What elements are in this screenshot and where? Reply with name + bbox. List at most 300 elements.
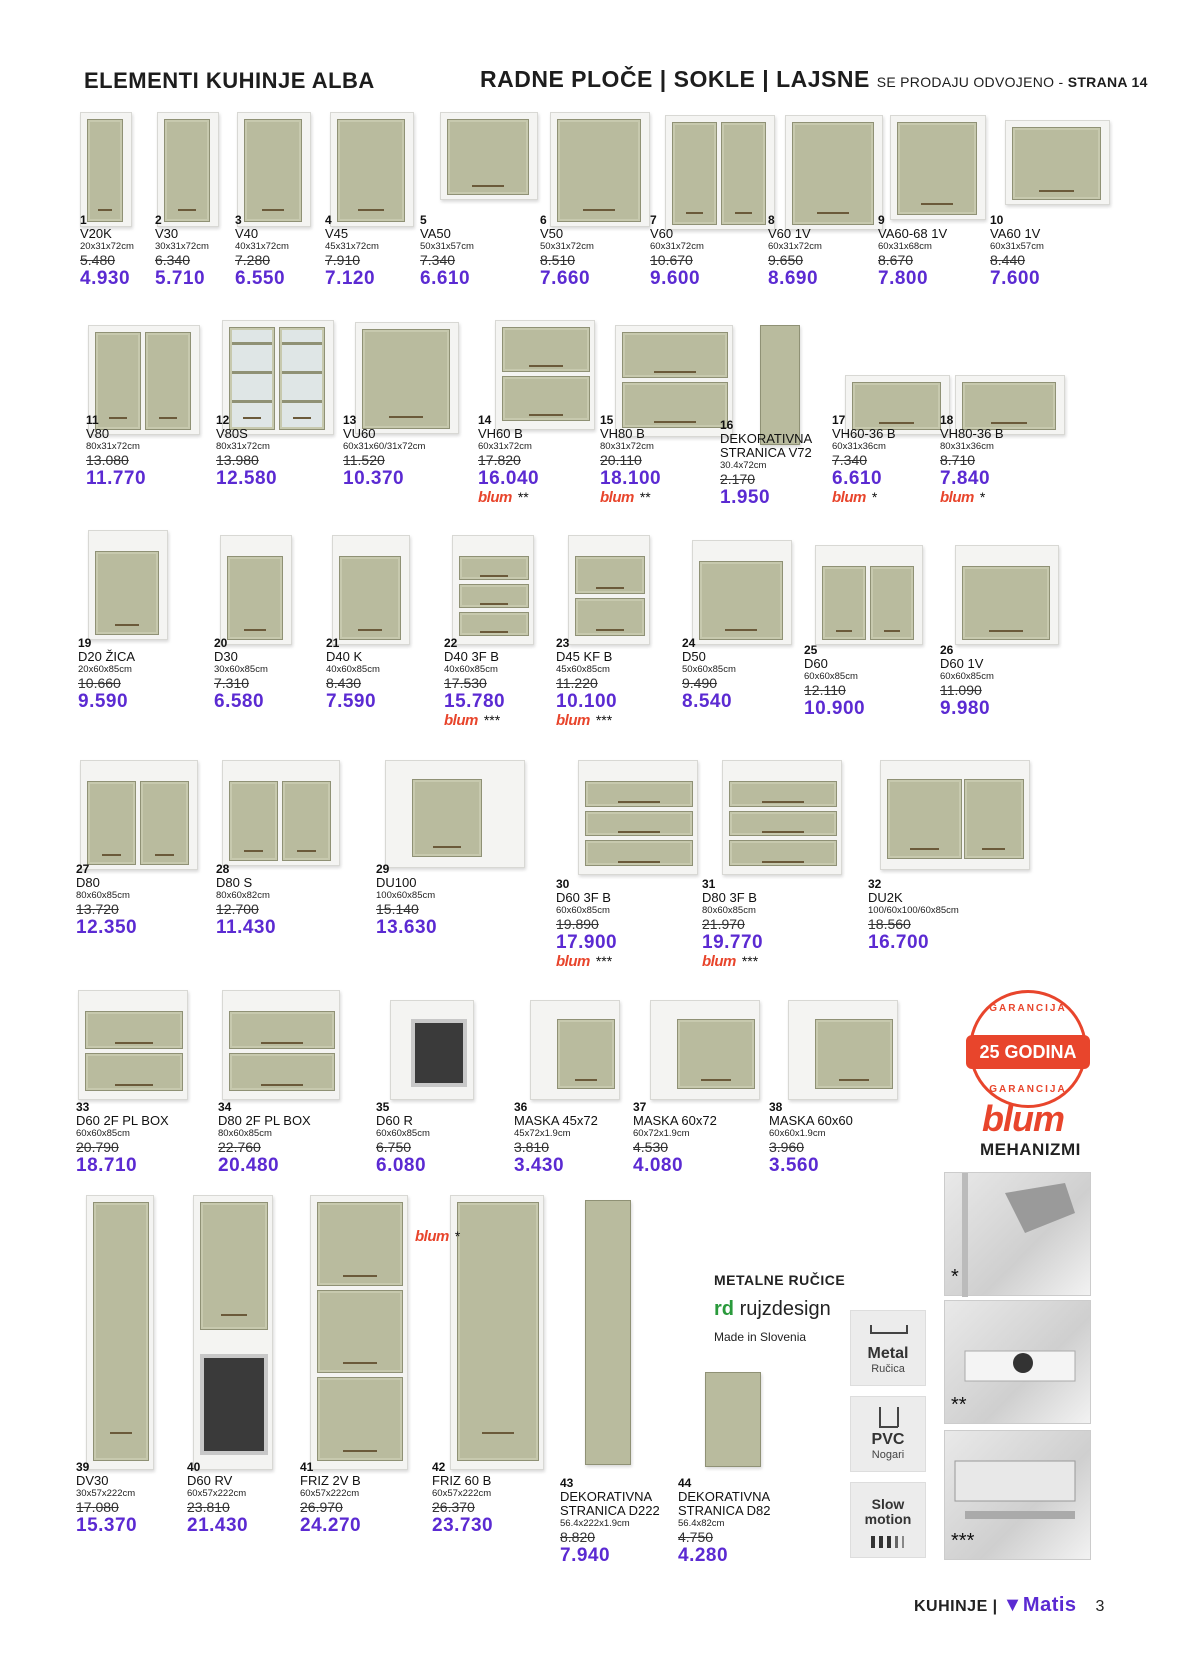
new-price: 18.100 [600,468,662,489]
product-image-32 [880,760,1030,870]
blum-stars: *** [595,712,613,728]
rujzdesign-logo [714,1298,831,1321]
product-29[interactable] [376,862,494,938]
door-front [557,119,641,222]
product-27[interactable] [76,862,194,938]
product-8[interactable] [768,213,886,289]
cabinet-body [722,760,842,875]
blum-badge [600,489,718,507]
product-18[interactable] [940,413,1058,507]
old-price: 8.820 [560,1529,596,1545]
product-number: 10 [990,213,1004,227]
old-price: 6.340 [155,252,191,268]
guarantee-top-text: GARANCIJA [989,1003,1067,1014]
product-dimensions: 80x60x85cm [218,1128,272,1139]
new-price: 10.900 [804,698,866,719]
guarantee-bottom-text: GARANCIJA [989,1084,1067,1095]
product-name: D60 3F B [556,890,611,905]
cabinet-body [578,760,698,875]
product-number: 39 [76,1460,90,1474]
new-price: 16.040 [478,468,540,489]
product-image-23 [568,535,650,645]
product-number: 22 [444,636,458,650]
new-price: 21.430 [187,1515,249,1536]
blum-logo-small: blum [556,953,590,970]
cabinet-body [220,535,292,645]
product-dimensions: 60x31x36cm [832,441,886,452]
product-32[interactable] [868,877,986,953]
product-name: VU60 [343,426,376,441]
product-17[interactable] [832,413,950,507]
page-number: 3 [1095,1598,1105,1615]
door-front [1012,127,1101,200]
product-name: D80 2F PL BOX [218,1113,311,1128]
product-name: D80 3F B [702,890,757,905]
product-number: 16 [720,418,734,432]
product-name: VA60-68 1V [878,226,948,241]
product-number: 37 [633,1100,647,1114]
product-dimensions: 40x31x72cm [235,241,289,252]
cabinet-body [222,990,340,1100]
new-price: 7.600 [990,268,1041,289]
leg-icon [874,1405,904,1431]
old-price: 9.650 [768,252,804,268]
slow-motion-icon [869,1535,909,1549]
blum-logo-small: blum [478,489,512,506]
drawer-front [729,781,837,807]
product-name: V80 [86,426,110,441]
old-price: 7.280 [235,252,271,268]
product-dimensions: 60x57x222cm [432,1488,492,1499]
door-front [95,551,159,635]
flap-front [502,327,590,372]
corner-front [887,779,962,859]
product-25[interactable] [804,643,922,719]
product-dimensions: 50x31x57cm [420,241,474,252]
product-number: 7 [650,213,657,227]
product-image-2 [157,112,219,227]
new-price: 4.080 [633,1155,684,1176]
product-14[interactable] [478,413,596,507]
product-23[interactable] [556,636,674,730]
product-number: 23 [556,636,570,650]
cabinet-body [88,530,168,640]
new-price: 9.980 [940,698,991,719]
cabinet-body [78,990,188,1100]
header-right [480,66,1148,93]
product-34[interactable] [218,1100,336,1176]
old-price: 17.080 [76,1499,119,1515]
product-image-19 [88,530,168,640]
product-10[interactable] [990,213,1108,289]
product-image-40 [193,1195,273,1470]
product-number: 8 [768,213,775,227]
product-number: 43 [560,1476,574,1490]
oven [411,1019,467,1087]
new-price: 24.270 [300,1515,362,1536]
guarantee-badge [969,990,1087,1108]
product-number: 18 [940,413,954,427]
door-front [93,1202,149,1461]
new-price: 9.590 [78,691,129,712]
product-image-4 [330,112,414,227]
product-number: 13 [343,413,357,427]
old-price: 20.110 [600,452,642,468]
blum-badge [556,953,674,971]
product-dimensions: 60x60x85cm [76,1128,130,1139]
product-name: FRIZ 2V B [300,1473,361,1488]
product-dimensions: 30x57x222cm [76,1488,136,1499]
old-price: 7.340 [420,252,456,268]
product-dimensions: 60x57x222cm [187,1488,247,1499]
product-name: V40 [235,226,259,241]
product-24[interactable] [682,636,800,712]
blum-logo-small: blum [940,489,974,506]
product-16[interactable] [720,418,845,508]
old-price: 11.220 [556,675,598,691]
old-price: 6.750 [376,1139,412,1155]
door-front [200,1202,268,1330]
product-dimensions: 80x31x72cm [600,441,654,452]
old-price: 15.140 [376,901,419,917]
product-name: D80 S [216,875,253,890]
cabinet-body [815,545,923,645]
product-number: 33 [76,1100,90,1114]
product-name: D30 [214,649,238,664]
product-name: V50 [540,226,564,241]
product-31[interactable] [702,877,820,971]
product-dimensions: 60x60x85cm [940,671,994,682]
door-front [317,1377,403,1461]
product-12[interactable] [216,413,334,489]
product-7[interactable] [650,213,768,289]
door-front [337,119,405,222]
drawer-front [585,840,693,866]
blum-stars: ** [639,489,651,505]
new-price: 11.770 [86,468,147,489]
mechanism-stars-2: ** [951,1394,967,1416]
product-image-43 [585,1200,631,1465]
blum-stars: *** [483,712,501,728]
product-dimensions: 80x31x36cm [940,441,994,452]
product-26[interactable] [940,643,1058,719]
product-38[interactable] [769,1100,887,1176]
product-name: D40 K [326,649,363,664]
door-front [339,556,401,640]
product-dimensions: 80x31x72cm [86,441,140,452]
product-number: 3 [235,213,242,227]
product-dimensions: 80x60x85cm [702,905,756,916]
old-price: 8.440 [990,252,1026,268]
old-price: 22.760 [218,1139,261,1155]
new-price: 4.930 [80,268,131,289]
matis-name: Matis [1022,1594,1077,1616]
product-number: 28 [216,862,230,876]
product-number: 38 [769,1100,783,1114]
product-number: 4 [325,213,332,227]
product-39[interactable] [76,1460,194,1536]
drawer-front [85,1053,183,1091]
cabinet-body [330,112,414,227]
cabinet-body [550,112,650,227]
product-name: D80 [76,875,100,890]
product-dimensions: 100/60x100/60x85cm [868,905,959,916]
product-name: V45 [325,226,349,241]
header-right-title: RADNE PLOČE | SOKLE | LAJSNE [480,66,870,92]
product-33[interactable] [76,1100,194,1176]
rujz-rd: rd [714,1298,734,1320]
new-price: 12.580 [216,468,278,489]
new-price: 7.590 [326,691,377,712]
product-name: D50 [682,649,706,664]
product-name: DU2K [868,890,903,905]
product-dimensions: 60x31x72cm [650,241,704,252]
product-image-27 [80,760,198,870]
product-image-1 [80,112,132,227]
door-front [822,566,866,640]
matis-icon: ▼ [1002,1594,1023,1616]
blum-stars: * [871,489,878,505]
mask-front [677,1019,755,1089]
product-image-42 [450,1195,544,1470]
new-price: 10.100 [556,691,618,712]
product-image-26 [955,545,1059,645]
product-number: 21 [326,636,340,650]
product-number: 31 [702,877,716,891]
product-dimensions: 60x60x85cm [376,1128,430,1139]
cabinet-body [1005,120,1110,205]
feature-pvc [850,1396,926,1472]
new-price: 7.800 [878,268,929,289]
product-43[interactable] [560,1476,685,1566]
cabinet-body [585,1200,631,1465]
cabinet-body [80,112,132,227]
product-dimensions: 60x31x68cm [878,241,932,252]
mask-front [815,1019,893,1089]
product-dimensions: 60x31x57cm [990,241,1044,252]
product-11[interactable] [86,413,204,489]
product-image-28 [222,760,340,866]
footer [914,1594,1105,1617]
product-21[interactable] [326,636,444,712]
product-name: MASKA 60x72 [633,1113,717,1128]
cabinet-body [80,760,198,870]
cabinet-body [880,760,1030,870]
cabinet-body [193,1195,273,1470]
new-price: 7.840 [940,468,991,489]
product-37[interactable] [633,1100,751,1176]
product-28[interactable] [216,862,334,938]
mask-front [557,1019,615,1089]
new-price: 9.600 [650,268,701,289]
cabinet-body [788,1000,898,1100]
product-number: 20 [214,636,228,650]
product-image-30 [578,760,698,875]
product-dimensions: 60x60x85cm [556,905,610,916]
mask-front [964,779,1024,859]
fridge-blum-badge [415,1228,460,1246]
blum-stars: ** [517,489,529,505]
old-price: 19.890 [556,916,599,932]
drawer-front [729,840,837,866]
door-front [87,119,123,222]
mechanism-stars-3: *** [951,1530,975,1552]
new-price: 7.660 [540,268,591,289]
new-price: 5.710 [155,268,206,289]
handle-icon [869,1323,909,1337]
old-price: 9.490 [682,675,718,691]
guarantee-band: 25 GODINA [966,1035,1090,1069]
product-22[interactable] [444,636,562,730]
product-number: 19 [78,636,92,650]
product-6[interactable] [540,213,658,289]
new-price: 20.480 [218,1155,280,1176]
door-front [721,122,766,225]
door-front [244,119,302,222]
cabinet-body [890,115,986,220]
old-price: 8.710 [940,452,976,468]
product-image-35 [390,1000,474,1100]
product-number: 36 [514,1100,528,1114]
product-20[interactable] [214,636,332,712]
new-price: 6.580 [214,691,265,712]
door-front [87,781,136,865]
door-front [164,119,210,222]
door-front [229,781,278,861]
new-price: 10.370 [343,468,405,489]
old-price: 11.520 [343,452,385,468]
feature-metal-label: Metal [867,1345,909,1362]
product-name: VH80 B [600,426,645,441]
old-price: 12.700 [216,901,259,917]
mechanism-photo-2 [944,1300,1091,1424]
new-price: 18.710 [76,1155,138,1176]
product-44[interactable] [678,1476,803,1566]
product-name: FRIZ 60 B [432,1473,492,1488]
old-price: 8.510 [540,252,576,268]
blum-logo-small: blum [556,712,590,729]
matis-logo [1003,1594,1077,1616]
drawer-front [729,811,837,837]
door-front [792,122,874,225]
product-number: 17 [832,413,846,427]
product-number: 15 [600,413,614,427]
cabinet-body [86,1195,154,1470]
product-number: 41 [300,1460,314,1474]
product-5[interactable] [420,213,538,289]
product-36[interactable] [514,1100,632,1176]
product-name: V30 [155,226,179,241]
product-name: VH60 B [478,426,523,441]
product-35[interactable] [376,1100,494,1176]
product-number: 12 [216,413,230,427]
product-30[interactable] [556,877,674,971]
product-image-22 [452,535,534,645]
blum-stars: *** [595,953,613,969]
product-number: 9 [878,213,885,227]
product-dimensions: 20x31x72cm [80,241,134,252]
product-number: 14 [478,413,492,427]
product-number: 11 [86,413,99,427]
drawer-front [459,612,529,636]
product-dimensions: 50x31x72cm [540,241,594,252]
feature-pvc-label: PVC [871,1431,905,1448]
flap-mechanism-icon [945,1301,1092,1425]
blum-badge [832,489,950,507]
product-image-29 [385,760,525,868]
door-front [227,556,283,640]
blum-logo-small: blum [415,1228,449,1245]
door-front [454,1202,539,1461]
blum-badge [556,712,674,730]
blum-badge [444,712,562,730]
drawer-front [229,1053,335,1091]
product-dimensions: 100x60x85cm [376,890,436,901]
old-price: 7.910 [325,252,361,268]
lift-mechanism-icon [945,1173,1092,1297]
blum-logo-small: blum [702,953,736,970]
product-image-33 [78,990,188,1100]
product-dimensions: 60x60x1.9cm [769,1128,826,1139]
product-image-21 [332,535,410,645]
product-name: DV30 [76,1473,109,1488]
product-9[interactable] [878,213,996,289]
cabinet-body [452,535,534,645]
old-price: 7.340 [832,452,868,468]
product-13[interactable] [343,413,461,489]
old-price: 13.720 [76,901,119,917]
product-15[interactable] [600,413,718,507]
product-40[interactable] [187,1460,305,1536]
new-price: 8.690 [768,268,819,289]
product-dimensions: 30.4x72cm [720,460,767,471]
new-price: 16.700 [868,932,930,953]
product-dimensions: 60x31x72cm [478,441,532,452]
product-42[interactable] [432,1460,550,1536]
drawer-front [585,811,693,837]
old-price: 10.670 [650,252,693,268]
product-number: 40 [187,1460,201,1474]
blum-badge [940,489,1058,507]
blum-badge [478,489,596,507]
product-dimensions: 30x60x85cm [214,664,268,675]
door-front [699,561,783,640]
old-price: 13.080 [86,452,129,468]
old-price: 21.970 [702,916,745,932]
product-name: VA50 [420,226,451,241]
header-left-title: ELEMENTI KUHINJE ALBA [84,68,375,93]
old-price: 2.170 [720,471,756,487]
mechanism-stars-1: * [951,1266,959,1288]
product-19[interactable] [78,636,196,712]
old-price: 5.480 [80,252,116,268]
product-dimensions: 45x31x72cm [325,241,379,252]
door-front [140,781,189,865]
product-41[interactable] [300,1460,418,1536]
new-price: 12.350 [76,917,138,938]
product-image-38 [788,1000,898,1100]
old-price: 13.980 [216,452,259,468]
door-front [317,1290,403,1374]
product-image-34 [222,990,340,1100]
product-number: 44 [678,1476,692,1490]
product-name: V20K [80,226,112,241]
old-price: 26.970 [300,1499,343,1515]
product-name: V80S [216,426,248,441]
product-dimensions: 56.4x222x1.9cm [560,1518,630,1529]
feature-slow-motion [850,1482,926,1558]
old-price: 3.960 [769,1139,805,1155]
